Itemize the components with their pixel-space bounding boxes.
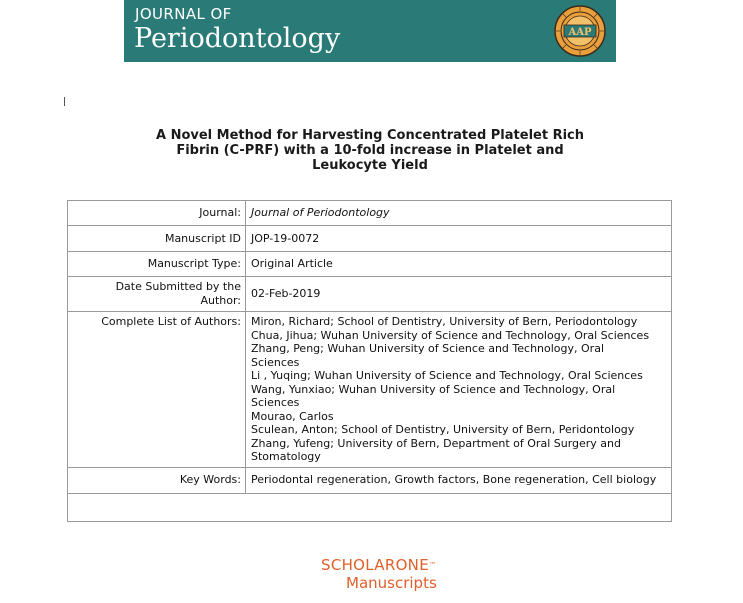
keywords-label: Key Words: (68, 467, 246, 493)
title-line-3: Leukocyte Yield (312, 158, 428, 173)
authors-label: Complete List of Authors: (68, 312, 246, 468)
date-submitted-label (68, 277, 246, 312)
manuscript-type-value: Original Article (246, 252, 672, 277)
row-keywords (68, 467, 672, 493)
title-line-1: A Novel Method for Harvesting Concentrated Platelet Rich (155, 128, 585, 143)
row-journal (68, 201, 672, 226)
journal-label: Journal: (68, 201, 246, 226)
empty-cell (68, 493, 672, 521)
row-manuscript-type (68, 252, 672, 277)
aap-seal-logo (554, 5, 606, 57)
manuscripts-text: Manuscripts (346, 574, 437, 592)
banner-journal-of: JOURNAL OF (135, 5, 232, 23)
manuscript-type-label: Manuscript Type: (68, 252, 246, 277)
date-submitted-value: 02-Feb-2019 (246, 277, 672, 312)
text-cursor-mark (64, 97, 65, 106)
row-date-submitted (68, 277, 672, 312)
journal-value: Journal of Periodontology (246, 201, 672, 226)
authors-value: Miron, Richard; School of Dentistry, University of Bern, Periodontology Chua, Jihua; Wuhan University of Science and Technology, Oral Sciences Zhang, Peng; Wuhan University of Science and Technology, Oral Sciences Li , Yuqing; Wuhan University of Science and Technology, Oral Sciences Wang, Yunxiao; Wuhan University of Science and Technology, Oral Sciences Mourao, Carlos Sculean, Anton; School of Dentistry, University of Bern, Peridontology Zhang, Yufeng; University of Bern, Department of Oral Surgery and Stomatology (246, 312, 672, 468)
row-manuscript-id (68, 226, 672, 252)
manuscript-id-label: Manuscript ID (68, 226, 246, 252)
manuscript-info-table (67, 200, 672, 522)
scholarone-text: SCHOLARONE (321, 556, 429, 574)
title-line-2: Fibrin (C-PRF) with a 10-fold increase in Platelet and (176, 143, 564, 158)
row-authors (68, 312, 672, 468)
manuscript-id-value: JOP-19-0072 (246, 226, 672, 252)
date-label-line-1: Date Submitted by the (115, 280, 241, 293)
row-empty (68, 493, 672, 521)
scholarone-line (321, 556, 461, 574)
date-label-line-2: Author: (200, 293, 241, 307)
paper-title (60, 128, 680, 173)
journal-banner (124, 0, 616, 62)
trademark-mark: ™ (428, 561, 437, 569)
scholarone-logo (321, 556, 461, 592)
keywords-value: Periodontal regeneration, Growth factors, Bone regeneration, Cell biology (246, 467, 672, 493)
seal-text: AAP (568, 27, 592, 38)
banner-periodontology: Periodontology (134, 23, 341, 54)
